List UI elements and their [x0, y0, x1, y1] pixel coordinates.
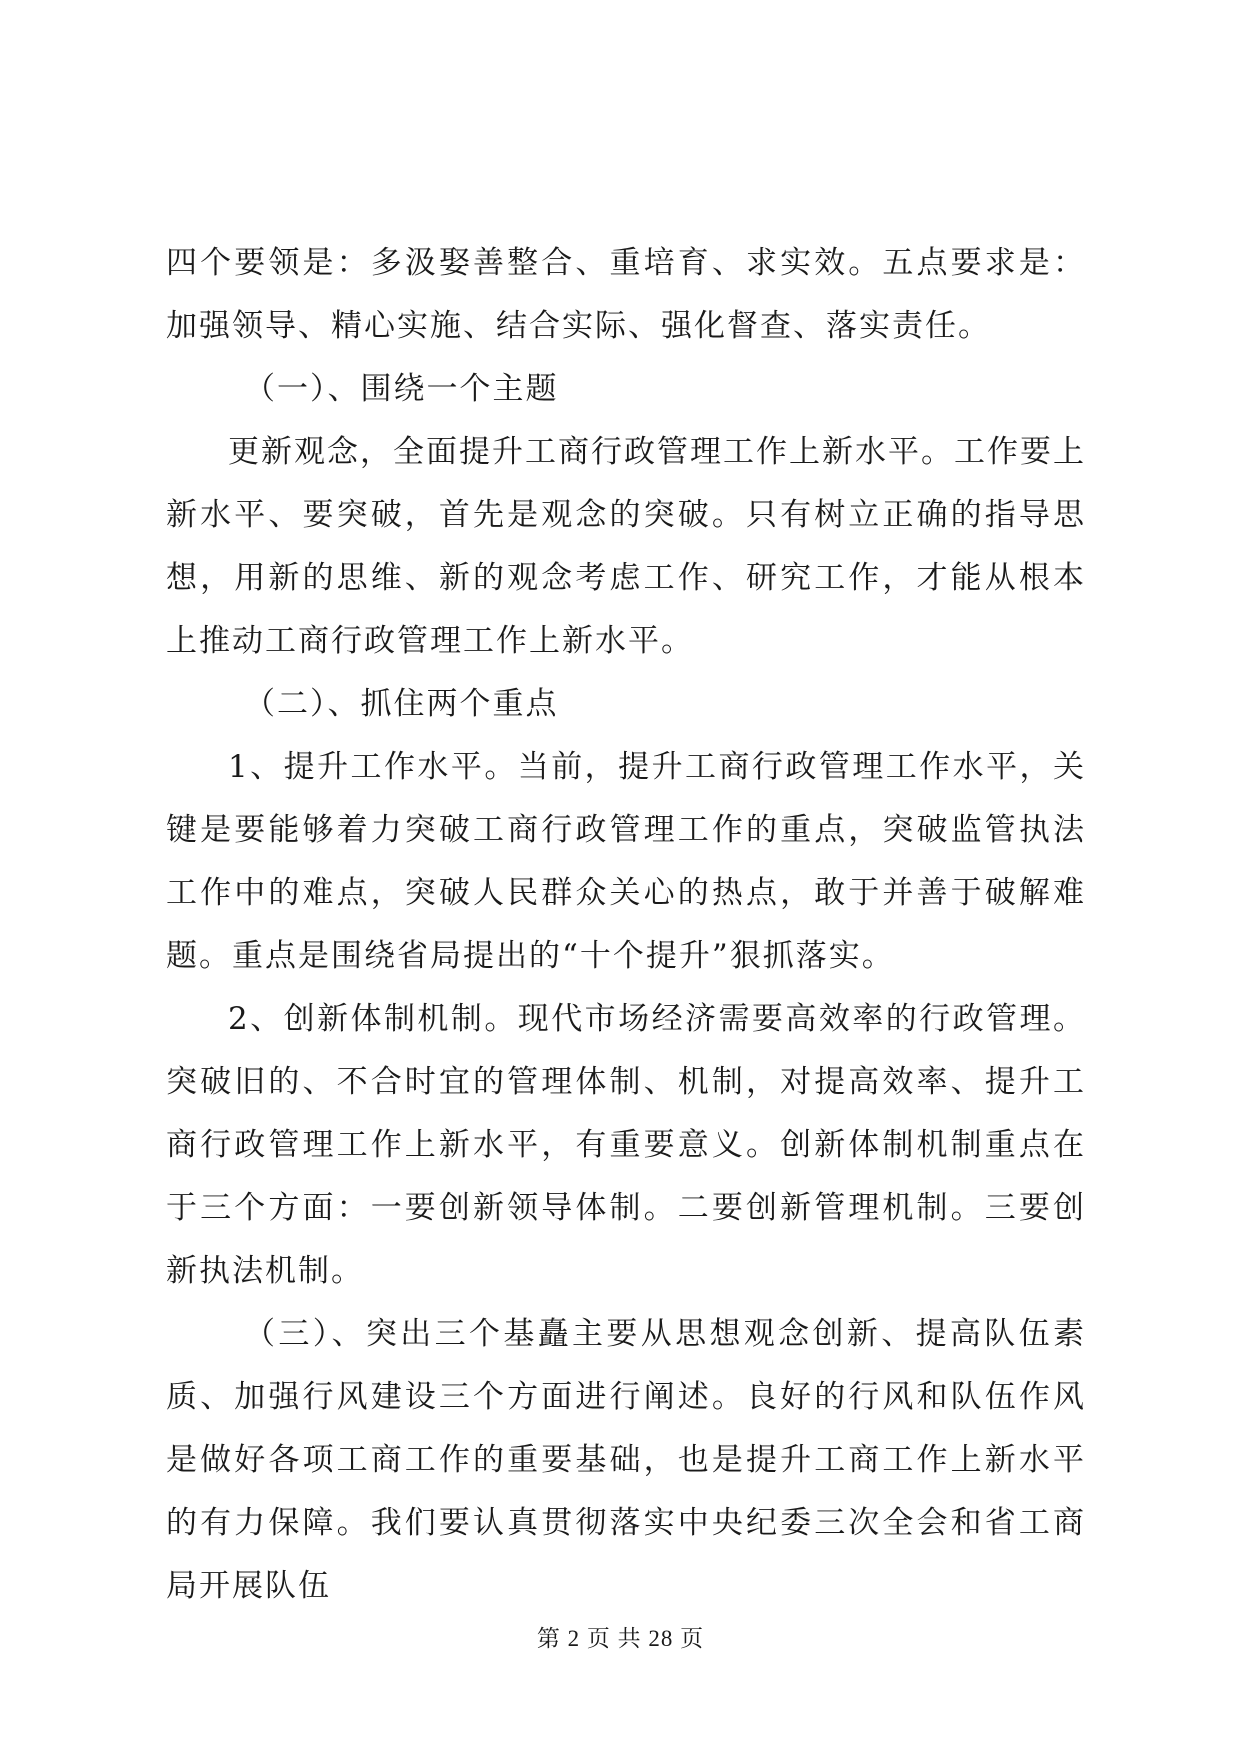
section-heading-one: （一）、围绕一个主题	[244, 371, 559, 407]
section-heading-three: （三）、突出三个基矗主要从思想观念创新、提高队伍素质、加强行风建设三个方面进行阐述。良好的行风和队伍作风是做好各项工商工作的重要基础，也是提升工商工作上新水平的有力保障。我们要认真贯彻落实中央纪委三次全会和省工商局开展队伍	[166, 1316, 1086, 1604]
document-body	[166, 232, 1086, 1618]
page-number-footer: 第 2 页 共 28 页	[536, 1626, 705, 1651]
paragraph-innovate-mechanism: 2、创新体制机制。现代市场经济需要高效率的行政管理。突破旧的、不合时宜的管理体制、机制，对提高效率、提升工商行政管理工作上新水平，有重要意义。创新体制机制重点在于三个方面：一要创新领导体制。二要创新管理机制。三要创新执法机制。	[166, 1001, 1086, 1289]
paragraph-requirements: 四个要领是：多汲娶善整合、重培育、求实效。五点要求是：加强领导、精心实施、结合实际、强化督查、落实责任。	[166, 245, 1086, 344]
paragraph-update-concepts: 更新观念，全面提升工商行政管理工作上新水平。工作要上新水平、要突破，首先是观念的突破。只有树立正确的指导思想，用新的思维、新的观念考虑工作、研究工作，才能从根本上推动工商行政管理工作上新水平。	[166, 434, 1086, 659]
paragraph-improve-level: 1、提升工作水平。当前，提升工商行政管理工作水平，关键是要能够着力突破工商行政管理工作的重点，突破监管执法工作中的难点，突破人民群众关心的热点，敢于并善于破解难题。重点是围绕省局提出的“十个提升”狠抓落实。	[166, 749, 1086, 974]
section-heading-two: （二）、抓住两个重点	[244, 686, 559, 722]
